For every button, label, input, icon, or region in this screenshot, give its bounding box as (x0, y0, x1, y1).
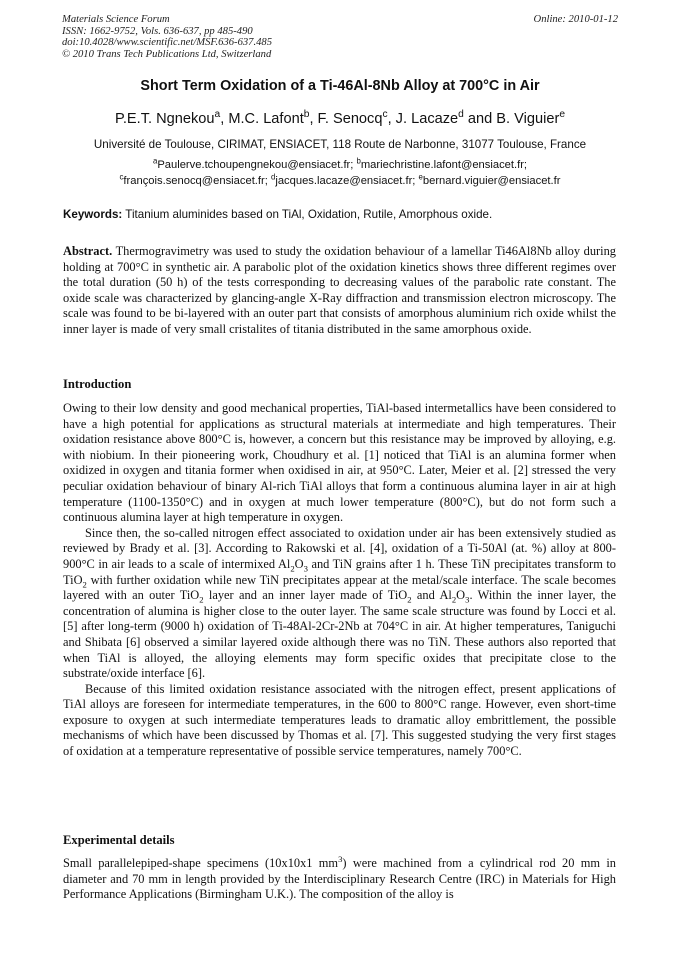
subscript: 2 (407, 594, 412, 605)
superscript: 3 (338, 853, 343, 864)
subscript: 3 (465, 594, 470, 605)
email-mark: e (418, 172, 423, 182)
email-mark: b (356, 156, 361, 166)
journal-name: Materials Science Forum (62, 14, 170, 25)
email-mark: a (152, 156, 158, 166)
keywords-label: Keywords: (63, 208, 123, 221)
subscript: 2 (451, 594, 457, 605)
journal-copyright: © 2010 Trans Tech Publications Ltd, Switzerland (62, 48, 272, 60)
text-run: . Within the inner layer, the concentration of alumina is higher close to the outer layer. The same scale structure was found by Locci et al. [5] after long-term (9000 h) oxidation of Ti-48Al-2Cr-2Nb at 704°C in air. At higher temperatures, Taniguchi and Shibata [6] observed a similar layered oxide although there was no TiN. These authors also reported that when TiAl is alloyed, the alloying elements may form specific oxides that precipitate close to the substrate/oxide interface [6]. (63, 588, 616, 681)
journal-header (62, 14, 618, 60)
text-run: and TiN grains after 1 h. These TiN precipitates transform to TiO (63, 556, 616, 587)
section-heading-introduction: Introduction (63, 377, 132, 391)
experimental-body (63, 853, 616, 903)
subscript: 2 (290, 563, 295, 574)
keywords-text: Titanium aluminides based on TiAl, Oxidation, Rutile, Amorphous oxide. (122, 208, 493, 221)
author-mark: e (559, 109, 565, 121)
email-link[interactable]: françois.senocq@ensiacet.fr; (123, 175, 271, 187)
paragraph: Owing to their low density and good mechanical properties, TiAl-based intermetallics have been considered to have a high potential for applications as structural materials at intermediate and high temperatures. Their oxidation resistance above 800°C is, however, a concern but this resistance may be improved by alloying, e.g. with niobium. In their pioneering work, Choudhury et al. [1] noticed that TiAl is an alumina former when oxidized in oxygen and titania former when oxidised in air, at 950°C. Later, Meier et al. [2] stressed the very peculiar oxidation behaviour of binary Al-rich TiAl alloys that form a continuous alumina layer in air at high temperature (1100-1350°C) and in oxygen at much lower temperature (800°C), but do not form such a continuous alumina layer at high temperature in oxygen. (63, 401, 616, 525)
subscript: 2 (199, 594, 204, 605)
author-mark: b (303, 109, 310, 121)
author-name: , F. Senocq (309, 111, 383, 127)
email-mark: c (119, 172, 124, 182)
affiliation: Université de Toulouse, CIRIMAT, ENSIACET, 118 Route de Narbonne, 31077 Toulouse, France (93, 138, 587, 151)
author-list (62, 111, 618, 127)
subscript: 2 (82, 579, 87, 589)
text-run: Small parallelepiped-shape specimens (10x10x1 mm (63, 856, 339, 870)
online-date: Online: 2010-01-12 (533, 14, 618, 25)
author-mark: d (458, 109, 464, 121)
email-mark: d (270, 172, 276, 182)
section-heading-experimental: Experimental details (63, 833, 175, 847)
email-link[interactable]: jacques.lacaze@ensiacet.fr; (275, 175, 419, 187)
introduction-body (63, 401, 616, 760)
paragraph: Because of this limited oxidation resistance associated with the nitrogen effect, present applications of TiAl alloys are foreseen for intermediate temperatures, in the 600 to 800°C range. However, even short-time exposure to oxygen at such intermediate temperatures leads to dramatic alloy embrittlement, the possible mechanisms of which have been discussed by Thomas et al. [7]. This suggested studying the very first stages of oxidation at a temperature representative of possible service temperatures, namely 700°C. (63, 681, 616, 759)
abstract-label: Abstract. (63, 244, 113, 258)
text-run: and Al (411, 588, 452, 603)
abstract-text: Thermogravimetry was used to study the oxidation behaviour of a lamellar Ti46Al8Nb alloy during holding at 700°C in synthetic air. A parabolic plot of the oxidation kinetics shows three different regimes over the total duration (50 h) of the tests corresponding to decreasing values of the parabolic rate constant. The oxide scale was characterized by glancing-angle X-Ray diffraction and transmission electron microscopy. The scale was found to be bi-layered with an outer part that consists of amorphous aluminium rich oxide whilst the inner layer is made of very small cristalites of titania distributed in the same amorphous oxide. (63, 244, 616, 336)
email-link[interactable]: Paulerve.tchoupengnekou@ensiacet.fr; (157, 159, 357, 171)
abstract (63, 244, 616, 338)
email-link[interactable]: mariechristine.lafont@ensiacet.fr; (360, 159, 528, 171)
paragraph (63, 526, 616, 682)
author-mark: c (382, 109, 388, 121)
author-name: P.E.T. Ngnekou (115, 111, 215, 127)
email-list (62, 157, 618, 189)
text-run: O (294, 556, 304, 571)
text-run: layer and an inner layer made of TiO (203, 588, 408, 603)
journal-issn: ISSN: 1662-9752, Vols. 636-637, pp 485-490 (62, 25, 253, 37)
subscript: 3 (303, 563, 308, 574)
journal-doi: doi:10.4028/www.scientific.net/MSF.636-637.485 (62, 37, 272, 49)
text-run: Since then, the so-called nitrogen effect associated to oxidation under air has been extensively studied as reviewed by Brady et al. [3]. According to Rakowski et al. [4], oxidation of a Ti-50Al (at. %) alloy at 800-900°C in air leads to a scale of intermixed Al (63, 525, 616, 571)
author-mark: a (214, 109, 221, 121)
text-run: ) were machined from a cylindrical rod 20 mm in diameter and 70 mm in length provided by the Interdisciplinary Research Centre (IRC) in Materials for High Performance Applications (Birmingham U.K.). The composition of the alloy is (63, 856, 616, 902)
author-name: , M.C. Lafont (220, 111, 304, 127)
paper-title: Short Term Oxidation of a Ti-46Al-8Nb Alloy at 700°C in Air (140, 78, 540, 94)
text-run: O (456, 588, 466, 603)
text-run: with further oxidation while new TiN precipitates appear at the metal/scale interface. The scale becomes layered with an outer TiO (63, 572, 616, 603)
author-name: , J. Lacaze (387, 111, 459, 127)
email-link[interactable]: bernard.viguier@ensiacet.fr (422, 175, 561, 187)
keywords (63, 208, 619, 221)
author-name: and B. Viguier (463, 111, 560, 127)
